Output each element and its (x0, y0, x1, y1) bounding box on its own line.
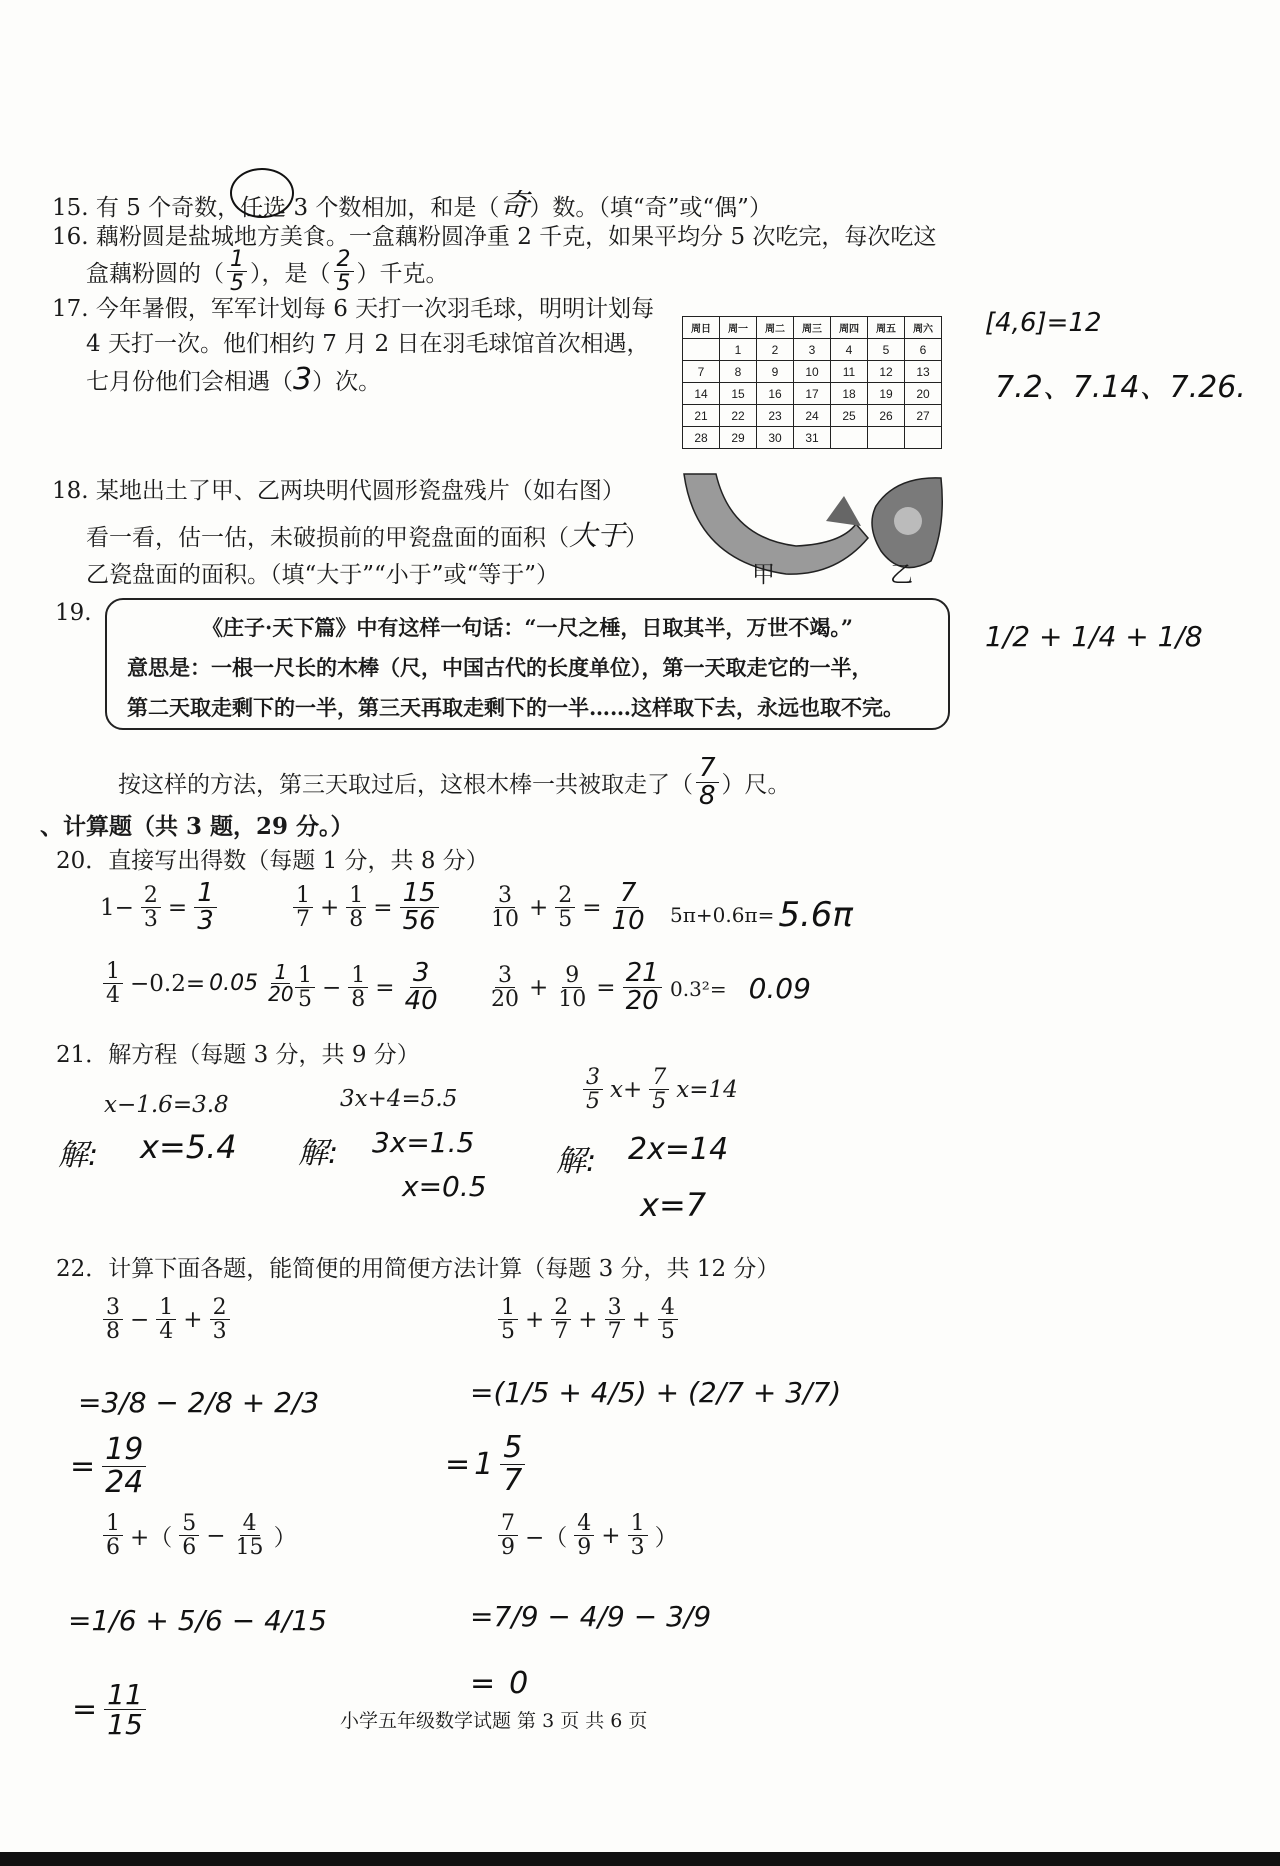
cal-cell: 6 (905, 339, 942, 361)
q22-title: 22．计算下面各题，能简便的用简便方法计算（每题 3 分，共 12 分） (56, 1256, 780, 1282)
cal-cell (831, 427, 868, 449)
cal-cell: 25 (831, 405, 868, 427)
q19-quote-line1: 《庄子·天下篇》中有这样一句话：“一尺之棰，日取其半，万世不竭。” (202, 615, 853, 640)
cal-cell: 31 (794, 427, 831, 449)
q22-work-2: =(1/5 + 4/5) + (2/7 + 3/7) (470, 1376, 842, 1409)
q19-number: 19. (55, 600, 92, 626)
q22-work-1: =3/8 − 2/8 + 2/3 (78, 1386, 320, 1419)
q17-side-note-1: [4,6]=12 (985, 308, 1102, 338)
fragment-yi-pattern (894, 507, 922, 535)
q18-text-2b: ） (625, 525, 649, 551)
q17-text-3b: ）次。 (312, 369, 382, 395)
fragment-jia-chip (826, 496, 861, 526)
q22-problem-3: $\frac{1}{6}$ +（ $\frac{5}{6}$ − $\frac{4}{15}$ ） (100, 1512, 297, 1559)
q18-line1 (52, 472, 625, 505)
q17-side-note-2: 7.2、7.14、7.26. (995, 370, 1246, 405)
q19-question (118, 755, 791, 811)
fragment-jia (684, 474, 868, 574)
q15-answer: 奇 (499, 188, 530, 223)
cal-cell: 4 (831, 339, 868, 361)
cal-cell: 13 (905, 361, 942, 383)
cal-cell: 8 (720, 361, 757, 383)
q21-solve-label-1: 解: (58, 1138, 99, 1173)
q18-number: 18. (52, 478, 89, 504)
q21-equation-1: x−1.6=3.8 (104, 1092, 229, 1118)
cal-cell: 5 (868, 339, 905, 361)
q16-answer-1: $\frac{1}{5}$ (227, 248, 247, 295)
cal-cell: 7 (683, 361, 720, 383)
q21-equation-3: $\frac{3}{5}$ x+ $\frac{7}{5}$ x=14 (580, 1066, 738, 1113)
q19-side-work: 1/2 + 1/4 + 1/8 (985, 620, 1203, 653)
q21-equation-2: 3x+4=5.5 (340, 1086, 458, 1112)
cal-header: 周五 (868, 317, 905, 339)
cal-cell: 10 (794, 361, 831, 383)
cal-cell: 11 (831, 361, 868, 383)
cal-cell: 30 (757, 427, 794, 449)
q16-text-2c: ）千克。 (356, 261, 449, 288)
cal-header: 周一 (720, 317, 757, 339)
cal-cell: 24 (794, 405, 831, 427)
q17-text-1: 今年暑假，军军计划每 6 天打一次羽毛球，明明计划每 (95, 296, 655, 322)
q18-line2 (86, 514, 648, 554)
q20-item-2: $\frac{1}{7}$ + $\frac{1}{8}$ = $\frac{15}{56}$ (290, 880, 442, 936)
cal-cell: 14 (683, 383, 720, 405)
q22-result-1: = $\frac{19}{24}$ (70, 1434, 149, 1498)
cal-cell: 18 (831, 383, 868, 405)
q21-title: 21．解方程（每题 3 分，共 9 分） (56, 1042, 420, 1068)
cal-cell: 3 (794, 339, 831, 361)
q19-quote-box (105, 598, 950, 730)
q19-quote-line2: 意思是：一根一尺长的木棒（尺，中国古代的长度单位），第一天取走它的一半， (127, 655, 873, 680)
q19-quote-line3: 第二天取走剩下的一半，第三天再取走剩下的一半……这样取下去，永远也取不完。 (127, 695, 904, 720)
q17-number: 17. (52, 296, 89, 322)
q22-work-4: =7/9 − 4/9 − 3/9 (470, 1600, 712, 1633)
cal-cell: 21 (683, 405, 720, 427)
cal-header: 周日 (683, 317, 720, 339)
q17-line3 (86, 362, 381, 397)
q22-result-4: = 0 (470, 1666, 529, 1701)
q21-solution-2b: x=0.5 (402, 1170, 487, 1203)
q20-item-1: 1− $\frac{2}{3}$ = $\frac{1}{3}$ (100, 880, 220, 936)
cal-cell: 19 (868, 383, 905, 405)
q20-item-6: $\frac{1}{5}$ − $\frac{1}{8}$ = $\frac{3}{40}$ (292, 960, 444, 1016)
cal-cell: 20 (905, 383, 942, 405)
q15-pen-circle (230, 168, 294, 218)
q21-solve-label-3: 解: (556, 1144, 597, 1179)
q18-text-1: 某地出土了甲、乙两块明代圆形瓷盘残片（如右图） (95, 478, 625, 504)
calendar-table (682, 316, 942, 449)
cal-cell: 28 (683, 427, 720, 449)
q16-text-2b: ），是（ (250, 261, 331, 288)
cal-cell: 23 (757, 405, 794, 427)
q17-line1 (52, 290, 654, 323)
q21-solution-2a: 3x=1.5 (372, 1126, 475, 1159)
q16-text-1: 藕粉圆是盐城地方美食。一盒藕粉圆净重 2 千克，如果平均分 5 次吃完，每次吃这 (95, 224, 937, 250)
cal-cell: 2 (757, 339, 794, 361)
cal-header: 周六 (905, 317, 942, 339)
q15-text-b: ）数。（填“奇”或“偶”） (529, 195, 772, 221)
page-footer: 小学五年级数学试题 第 3 页 共 6 页 (340, 1710, 648, 1732)
q22-result-3: = $\frac{11}{15}$ (72, 1680, 149, 1740)
q19-text-b: ）尺。 (721, 772, 791, 799)
cal-cell: 1 (720, 339, 757, 361)
q19-answer: $\frac{7}{8}$ (696, 755, 719, 811)
cal-cell: 26 (868, 405, 905, 427)
cal-cell: 27 (905, 405, 942, 427)
q19-text-a: 按这样的方法，第三天取过后，这根木棒一共被取走了（ (118, 772, 693, 799)
cal-cell: 17 (794, 383, 831, 405)
q18-text-2a: 看一看，估一估，未破损前的甲瓷盘面的面积（ (86, 525, 569, 551)
q22-work-3: =1/6 + 5/6 − 4/15 (68, 1604, 327, 1637)
q15-text-a: 有 5 个奇数，任选 3 个数相加，和是（ (95, 195, 500, 221)
cal-header: 周二 (757, 317, 794, 339)
q21-solution-3b: x=7 (640, 1186, 707, 1224)
q22-problem-2: $\frac{1}{5}$ + $\frac{2}{7}$ + $\frac{3}{7}$ + $\frac{4}{5}$ (495, 1296, 681, 1343)
q21-solution-3a: 2x=14 (628, 1132, 729, 1167)
q21-solve-label-2: 解: (298, 1136, 339, 1171)
q17-text-2: 4 天打一次。他们相约 7 月 2 日在羽毛球馆首次相遇， (86, 331, 650, 357)
fragment-label-jia: 甲 (752, 562, 775, 588)
cal-header: 周三 (794, 317, 831, 339)
q16-line1 (52, 218, 936, 251)
q16-answer-2: $\frac{2}{5}$ (334, 248, 354, 295)
cal-cell: 15 (720, 383, 757, 405)
cal-cell: 16 (757, 383, 794, 405)
q16-text-2a: 盒藕粉圆的（ (86, 261, 224, 288)
q22-result-2: = 1 $\frac{5}{7}$ (445, 1432, 528, 1496)
q18-text-3: 乙瓷盘面的面积。（填“大于”“小于”或“等于”） (86, 562, 560, 588)
q20-item-5: 5π+0.6π= 5.6π (670, 895, 853, 935)
fragment-label-yi: 乙 (890, 562, 913, 588)
q16-line2 (86, 248, 449, 295)
q18-answer: 大于 (569, 519, 626, 552)
cal-cell (905, 427, 942, 449)
cal-cell: 12 (868, 361, 905, 383)
cal-cell: 9 (757, 361, 794, 383)
q20-item-8: 0.3²= 0.09 (670, 972, 811, 1005)
cal-cell: 22 (720, 405, 757, 427)
q21-solution-1: x=5.4 (140, 1128, 237, 1166)
q17-text-3a: 七月份他们会相遇（ (86, 369, 293, 395)
q15-number: 15. (52, 195, 89, 221)
porcelain-fragments-figure (676, 466, 956, 586)
q20-item-3: $\frac{3}{10}$ + $\frac{2}{5}$ = $\frac{7}{10}$ (491, 878, 645, 937)
cal-cell (868, 427, 905, 449)
q20-item-4: $\frac{1}{4}$ −0.2= 0.05 $\frac{1}{20}$ (100, 960, 300, 1007)
cal-header: 周四 (831, 317, 868, 339)
q22-problem-4: $\frac{7}{9}$ −（ $\frac{4}{9}$ + $\frac{1}{3}$ ） (495, 1512, 678, 1559)
q22-problem-1: $\frac{3}{8}$ − $\frac{1}{4}$ + $\frac{2}{3}$ (100, 1296, 233, 1343)
section-title: 、计算题（共 3 题，29 分。） (40, 813, 354, 840)
q17-answer: 3 (293, 362, 313, 397)
cal-cell (683, 339, 720, 361)
cal-cell: 29 (720, 427, 757, 449)
july-calendar (682, 316, 942, 449)
bottom-border (0, 1852, 1280, 1866)
q20-item-7: $\frac{3}{20}$ + $\frac{9}{10}$ = $\frac{21}{20}$ (485, 960, 665, 1016)
q20-title: 20．直接写出得数（每题 1 分，共 8 分） (56, 848, 489, 874)
q16-number: 16. (52, 224, 89, 250)
